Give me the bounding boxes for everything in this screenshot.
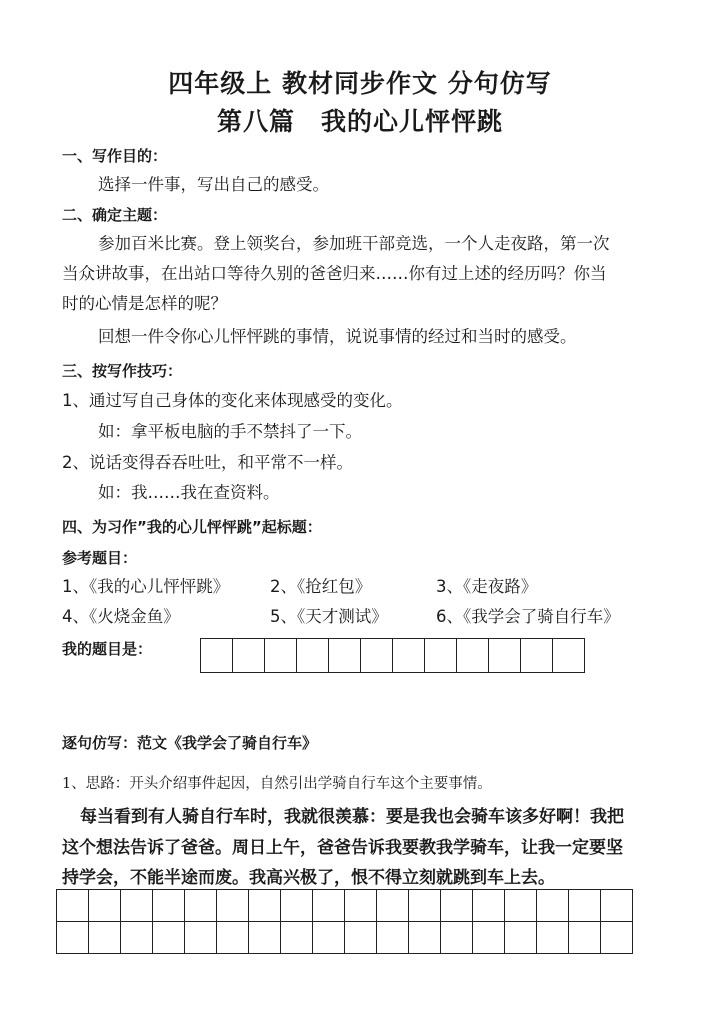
writing-grid-row: [57, 922, 633, 954]
reference-title-6: 6、《我学会了骑自行车》: [436, 607, 620, 626]
writing-grid-cell[interactable]: [377, 890, 409, 922]
technique-item-2: 2、说话变得吞吞吐吐，和平常不一样。: [62, 453, 353, 472]
writing-grid-cell[interactable]: [313, 922, 345, 954]
writing-grid-cell[interactable]: [57, 922, 89, 954]
my-title-label: 我的题目是：: [62, 640, 153, 658]
title-grid-cell[interactable]: [489, 639, 521, 673]
writing-grid-cell[interactable]: [441, 922, 473, 954]
title-grid-cell[interactable]: [553, 639, 585, 673]
writing-grid-cell[interactable]: [121, 890, 153, 922]
section2-para1-line3: 时的心情是怎样的呢？: [62, 294, 227, 313]
title-grid-cell[interactable]: [201, 639, 233, 673]
title-grid-cell[interactable]: [233, 639, 265, 673]
sample-line-3: 持学会，不能半途而废。我高兴极了，恨不得立刻就跳到车上去。: [62, 868, 555, 888]
title-grid-cell[interactable]: [297, 639, 329, 673]
worksheet-subtitle: 第八篇 我的心儿怦怦跳: [216, 107, 503, 136]
writing-grid-cell[interactable]: [249, 890, 281, 922]
section4-heading: 四、为习作”我的心儿怦怦跳”起标题：: [62, 518, 322, 536]
title-grid-cell[interactable]: [393, 639, 425, 673]
section3-heading: 三、按写作技巧：: [62, 362, 183, 380]
writing-grid-cell[interactable]: [345, 922, 377, 954]
reference-title-4: 4、《火烧金鱼》: [62, 607, 180, 626]
title-grid-cell[interactable]: [425, 639, 457, 673]
writing-grid-cell[interactable]: [409, 922, 441, 954]
section1-text: 选择一件事，写出自己的感受。: [98, 175, 329, 194]
title-grid-cell[interactable]: [329, 639, 361, 673]
section1-heading: 一、写作目的：: [62, 147, 168, 165]
section2-heading: 二、确定主题：: [62, 206, 168, 224]
imitation-idea: 1、思路：开头介绍事件起因，自然引出学骑自行车这个主要事情。: [62, 776, 492, 792]
writing-grid-cell[interactable]: [473, 922, 505, 954]
writing-grid-cell[interactable]: [249, 922, 281, 954]
writing-grid-cell[interactable]: [505, 922, 537, 954]
imitation-heading: 逐句仿写：范文《我学会了骑自行车》: [62, 734, 318, 752]
writing-grid-cell[interactable]: [281, 890, 313, 922]
reference-titles-heading: 参考题目：: [62, 549, 138, 567]
title-grid-cell[interactable]: [361, 639, 393, 673]
writing-grid-cell[interactable]: [537, 922, 569, 954]
writing-grid-cell[interactable]: [441, 890, 473, 922]
section2-para2: 回想一件令你心儿怦怦跳的事情，说说事情的经过和当时的感受。: [98, 327, 577, 346]
my-title-grid[interactable]: [200, 638, 585, 673]
writing-grid-cell[interactable]: [185, 890, 217, 922]
writing-grid-cell[interactable]: [537, 890, 569, 922]
writing-grid-cell[interactable]: [601, 890, 633, 922]
title-grid-cell[interactable]: [457, 639, 489, 673]
reference-title-3: 3、《走夜路》: [436, 577, 538, 596]
reference-title-1: 1、《我的心儿怦怦跳》: [62, 577, 230, 596]
worksheet-title: 四年级上 教材同步作文 分句仿写: [168, 69, 552, 98]
writing-grid-cell[interactable]: [217, 922, 249, 954]
reference-title-2: 2、《抢红包》: [270, 577, 372, 596]
title-grid-cell[interactable]: [521, 639, 553, 673]
writing-grid-cell[interactable]: [569, 890, 601, 922]
section2-para1-line1: 参加百米比赛。登上领奖台，参加班干部竞选，一个人走夜路，第一次: [98, 234, 610, 253]
section2-para1-line2: 当众讲故事，在出站口等待久别的爸爸归来……你有过上述的经历吗？你当: [62, 264, 607, 283]
sample-line-1: 每当看到有人骑自行车时，我就很羡慕：要是我也会骑车该多好啊！我把: [80, 807, 624, 827]
reference-title-5: 5、《天才测试》: [270, 607, 388, 626]
writing-grid-cell[interactable]: [281, 922, 313, 954]
writing-grid-cell[interactable]: [313, 890, 345, 922]
writing-grid-cell[interactable]: [345, 890, 377, 922]
writing-grid-row: [57, 890, 633, 922]
writing-grid-cell[interactable]: [569, 922, 601, 954]
sample-line-2: 这个想法告诉了爸爸。周日上午，爸爸告诉我要教我学骑车，让我一定要坚: [62, 838, 623, 858]
writing-grid-cell[interactable]: [57, 890, 89, 922]
technique-example-1: 如：拿平板电脑的手不禁抖了一下。: [98, 422, 362, 441]
writing-grid-cell[interactable]: [377, 922, 409, 954]
writing-grid-cell[interactable]: [121, 922, 153, 954]
writing-grid-cell[interactable]: [153, 922, 185, 954]
writing-grid-cell[interactable]: [505, 890, 537, 922]
technique-example-2: 如：我……我在查资料。: [98, 483, 280, 502]
writing-grid-cell[interactable]: [601, 922, 633, 954]
writing-grid-cell[interactable]: [217, 890, 249, 922]
writing-grid[interactable]: [56, 889, 633, 954]
writing-grid-cell[interactable]: [89, 922, 121, 954]
title-grid-cell[interactable]: [265, 639, 297, 673]
writing-grid-cell[interactable]: [89, 890, 121, 922]
technique-item-1: 1、通过写自己身体的变化来体现感受的变化。: [62, 391, 403, 410]
writing-grid-cell[interactable]: [185, 922, 217, 954]
writing-grid-cell[interactable]: [409, 890, 441, 922]
writing-grid-cell[interactable]: [473, 890, 505, 922]
writing-grid-cell[interactable]: [153, 890, 185, 922]
